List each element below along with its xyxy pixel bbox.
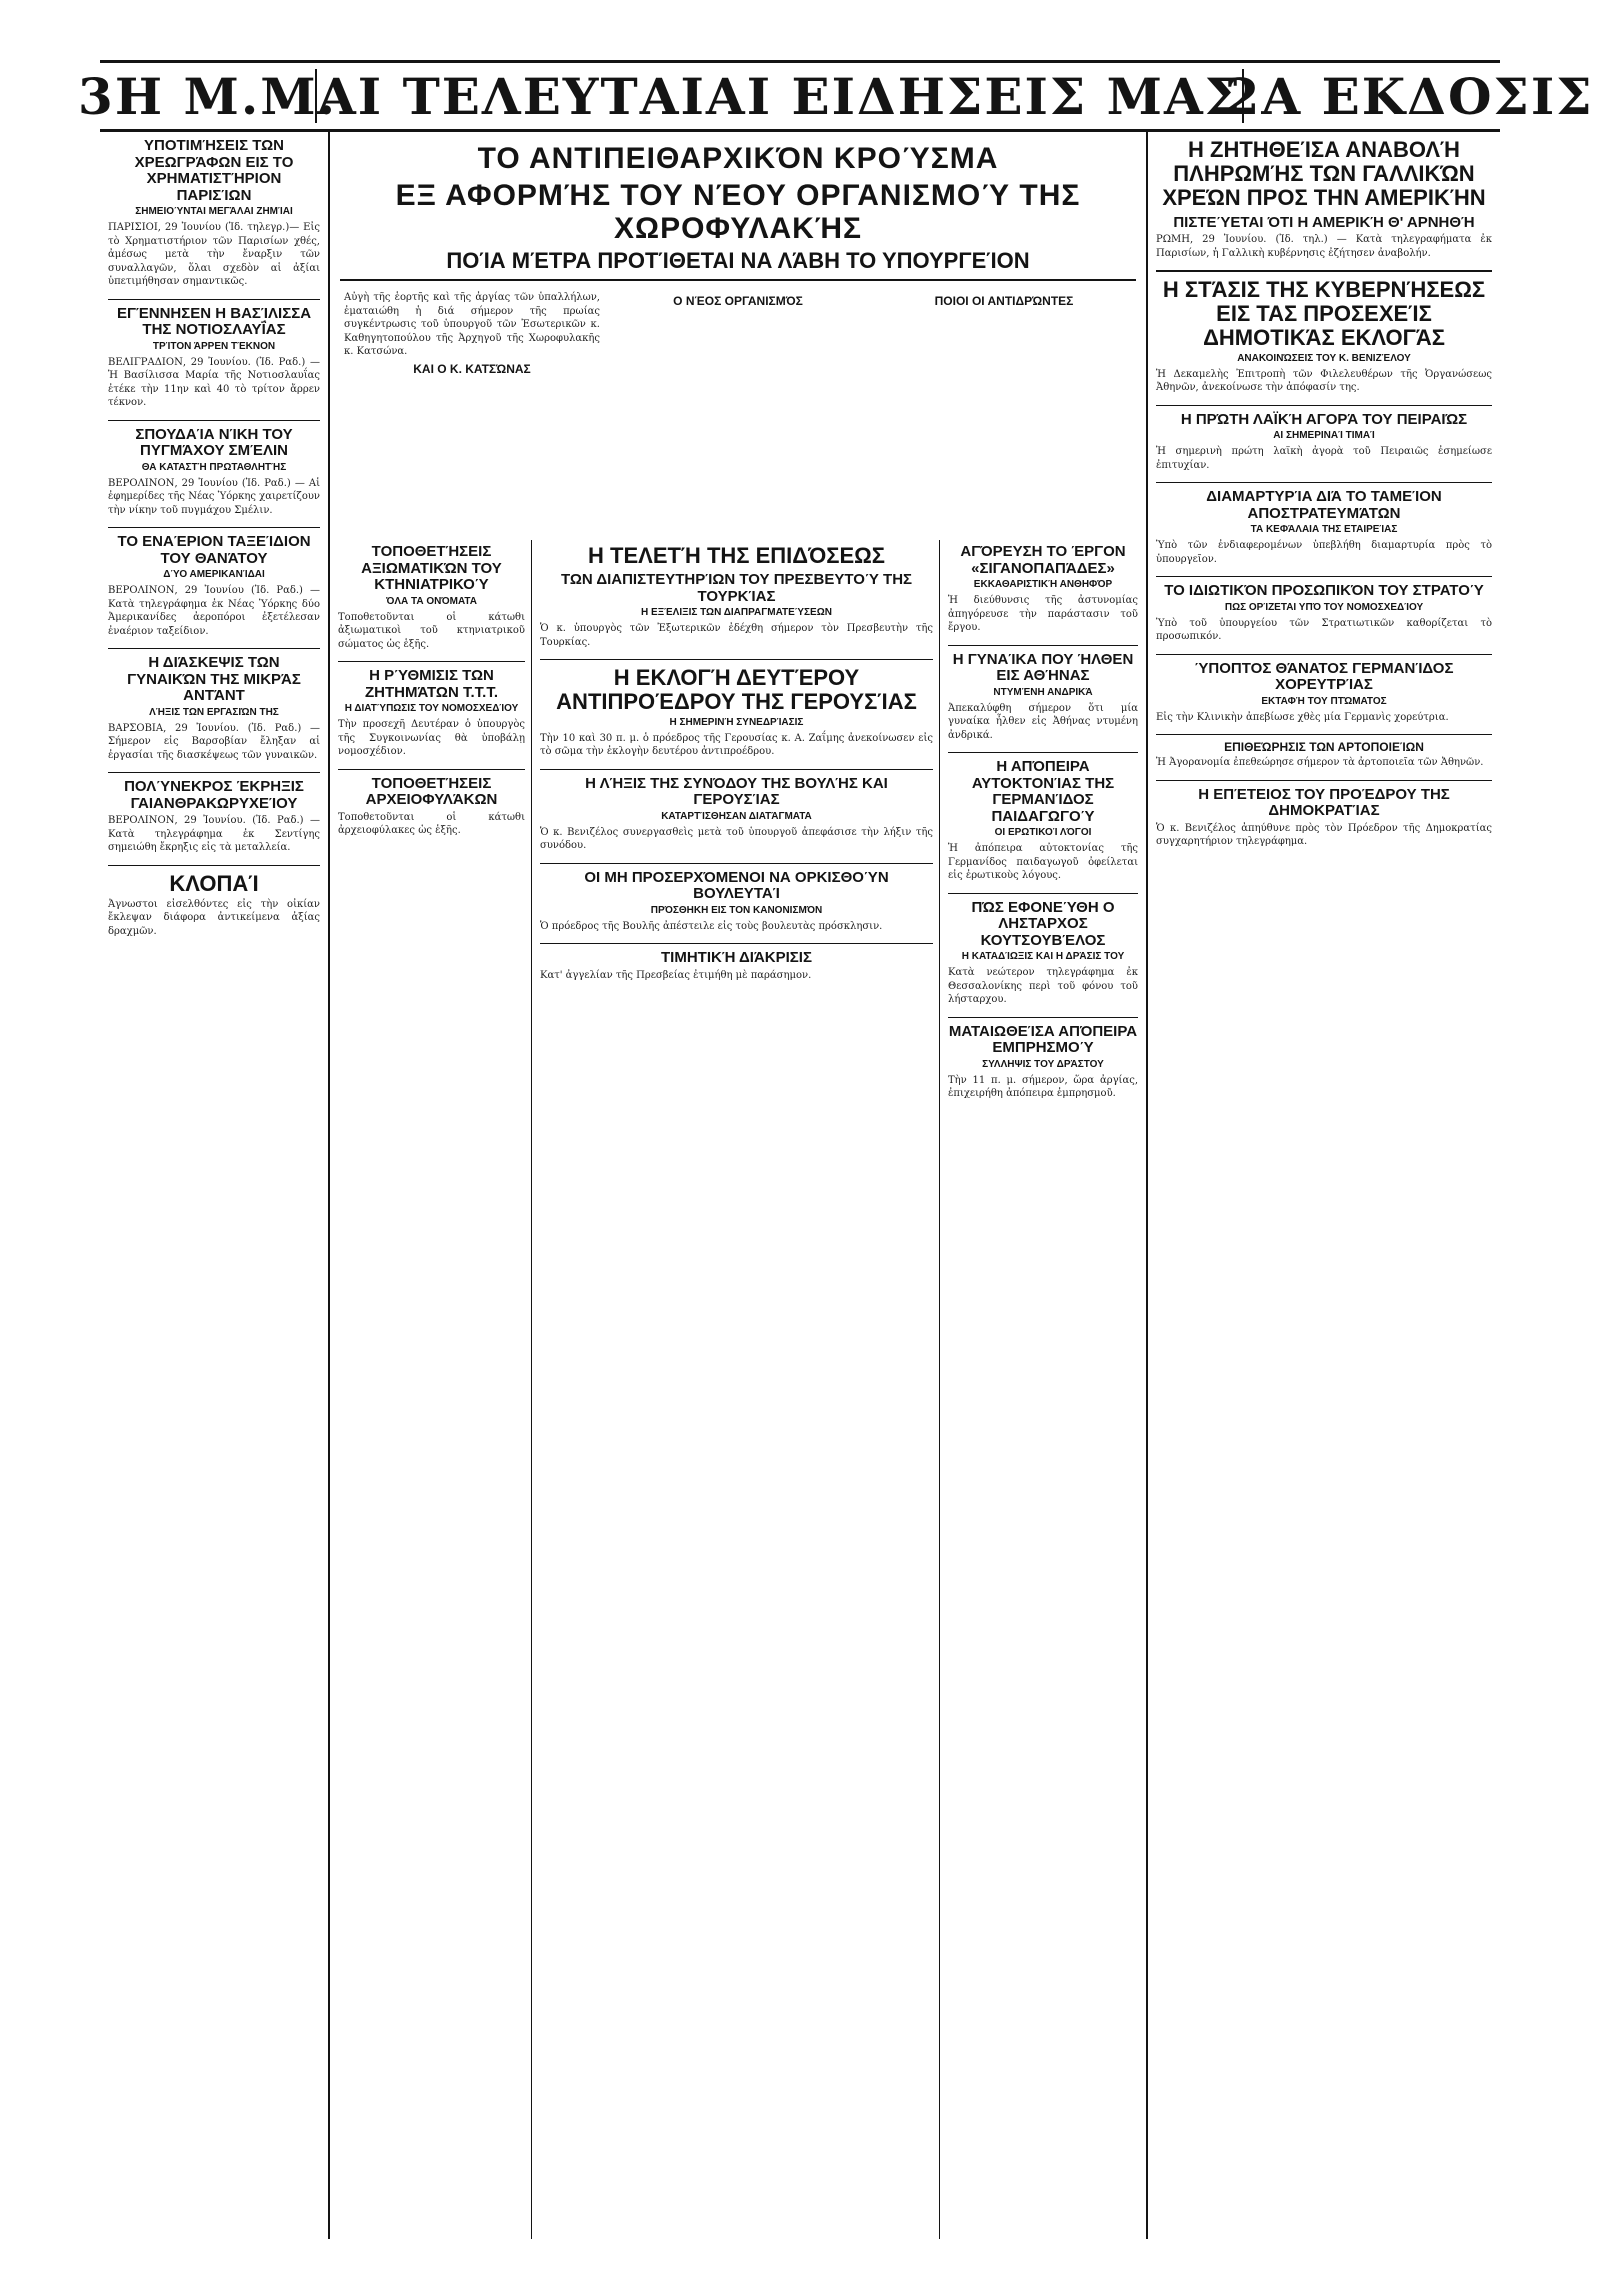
story-royal-birth [108, 306, 320, 410]
headline: Η ΕΚΛΟΓΉ ΔΕΥΤΈΡΟΥ ΑΝΤΙΠΡΟΈΔΡΟΥ ΤΗΣ ΓΕΡΟΥΣΊΑΣ [556, 665, 917, 715]
divider [948, 893, 1138, 894]
divider [540, 659, 933, 660]
headline: ΥΠΟΤΙΜΉΣΕΙΣ ΤΩΝ ΧΡΕΩΓΡΆΦΩΝ ΕΙΣ ΤΟ ΧΡΗΜΑΤΙΣΤΉΡΙΟΝ ΠΑΡΙΣΊΩΝ [134, 137, 294, 204]
headline: Η ΛΉΞΙΣ ΤΗΣ ΣΥΝΌΔΟΥ ΤΗΣ ΒΟΥΛΉΣ ΚΑΙ ΓΕΡΟΥΣΊΑΣ [585, 774, 888, 809]
headline: Η ΡΎΘΜΙΣΙΣ ΤΩΝ ΖΗΤΗΜΆΤΩΝ Τ.Τ.Τ. [364, 667, 499, 701]
story-oath [540, 870, 933, 934]
story-session-end [540, 776, 933, 853]
article-lead: Ἡ ἀπόπειρα αὐτοκτονίας τῆς Γερμανίδος παιδαγωγοῦ ὀφείλεται εἰς ἐρωτικοὺς λόγους. [948, 843, 1138, 881]
story-paris-bourse [108, 138, 320, 289]
headline: ΤΟ ΙΔΙΩΤΙΚΌΝ ΠΡΟΣΩΠΙΚΌΝ ΤΟΥ ΣΤΡΑΤΟΎ [1164, 582, 1484, 600]
story-municipal-elections [1156, 278, 1492, 395]
story-credentials [540, 544, 933, 649]
headline: ΑΓΌΡΕΥΣΗ ΤΟ ΈΡΓΟΝ «ΣΙΓΑΝΟΠΑΠΆΔΕΣ» [960, 543, 1126, 577]
headline: ΠΟΛΎΝΕΚΡΟΣ ΈΚΡΗΞΙΣ ΓΑΙΑΝΘΡΑΚΩΡΥΧΕΊΟΥ [124, 778, 304, 812]
story-president-anniversary [1156, 787, 1492, 849]
divider [540, 943, 933, 944]
article-lead: Ὁ κ. Βενιζέλος ἀπηύθυνε πρὸς τὸν Πρόεδρον τῆς Δημοκρατίας συγχαρητήριον τηλεγράφημα. [1156, 822, 1492, 848]
divider [1156, 270, 1492, 272]
kicker: ΘΑ ΚΑΤΑΣΤΉ ΠΡΩΤΑΘΛΗΤΉΣ [141, 461, 287, 473]
story-suicide-attempt [948, 759, 1138, 883]
article-lead: Ἡ σημερινὴ πρώτη λαϊκὴ ἀγορὰ τοῦ Πειραιῶς ἐσημείωσε ἐπιτυχίαν. [1156, 446, 1492, 471]
divider [948, 645, 1138, 646]
divider [1156, 482, 1492, 483]
kicker: ΤΑ ΚΕΦΆΛΑΙΑ ΤΗΣ ΕΤΑΙΡΕΊΑΣ [1250, 524, 1398, 536]
kicker: ΚΑΤΑΡΤΊΣΘΗΣΑΝ ΔΙΑΤΆΓΜΑΤΑ [661, 810, 812, 822]
subcolumn-right [942, 540, 1144, 2239]
article-lead: Τὴν 10 καὶ 30 π. μ. ὁ πρόεδρος τῆς Γερουσίας κ. Α. Ζαΐμης ἀνεκοίνωσεν εἰς τὸ σῶμα τὴν ἐκλογὴν δευτέρου ἀντιπροέδρου. [540, 732, 933, 758]
headline: ΚΛΟΠΑΊ [169, 870, 259, 896]
story-vet-postings [338, 544, 525, 651]
kicker: ΌΛΑ ΤΑ ΟΝΌΜΑΤΑ [386, 595, 477, 607]
article-lead: Αὐγὴ τῆς ἑορτῆς καὶ τῆς ἀργίας τῶν ὑπαλλήλων, ἐματαιώθη ἡ διά σήμερον τῆς πρωίας συγκέντρωσις τοῦ ὑπουργοῦ τῶν Ἐσωτερικῶν κ. Καθηγητοπούλου τῆς Ἀρχηγοῦ τῆς Χωροφυλακῆς κ. Κατσώνα. [344, 292, 600, 358]
subheadline: ΠΟΊΑ ΜΈΤΡΑ ΠΡΟΤΊΘΕΤΑΙ ΝΑ ΛΆΒΗ ΤΟ ΥΠΟΥΡΓΕΊΟΝ [446, 248, 1030, 273]
divider [948, 752, 1138, 753]
headline: Η ΕΠΈΤΕΙΟΣ ΤΟΥ ΠΡΟΈΔΡΟΥ ΤΗΣ ΔΗΜΟΚΡΑΤΊΑΣ [1198, 785, 1450, 820]
article-lead: Ἀπεκαλύφθη σήμερον ὅτι μία γυναίκα ἦλθεν εἰς Ἀθήνας ντυμένη ἀνδρικά. [948, 702, 1138, 741]
kicker: ΕΚΚΑΘΑΡΙΣΤΙΚΉ ΑΝΘΗΦΌΡ [973, 579, 1113, 590]
divider [108, 299, 320, 300]
article-lead: Ὁ πρόεδρος τῆς Βουλῆς ἀπέστειλε εἰς τοὺς βουλευτὰς πρόσκλησιν. [540, 920, 883, 932]
headline: ΤΙΜΗΤΙΚΉ ΔΙΆΚΡΙΣΙΣ [661, 949, 812, 967]
article-lead: Τὴν 11 π. μ. σήμερον, ὥρα ἀργίας, ἐπιχειρήθη ἀπόπειρα ἐμπρησμοῦ. [948, 1074, 1138, 1099]
headline: ΕΠΙΘΕΏΡΗΣΙΣ ΤΩΝ ΑΡΤΟΠΟΙΕΊΩΝ [1224, 740, 1424, 755]
article-lead: Τοποθετοῦνται οἱ κάτωθι ἀξιωματικοὶ τοῦ κτηνιατρικοῦ σώματος ὡς ἑξῆς. [338, 611, 525, 650]
subhead: Ο ΝΈΟΣ ΟΡΓΑΝΙΣΜΌΣ [673, 294, 803, 309]
edition-number: 2Α ΕΚΔΟΣΙΣ [1224, 66, 1594, 126]
kicker: ΣΗΜΕΙΟΎΝΤΑΙ ΜΕΓΆΛΑΙ ΖΗΜΊΑΙ [135, 206, 293, 217]
signature: ΚΑΙ Ο Κ. ΚΑΤΣΏΝΑΣ [413, 361, 531, 376]
kicker: ΑΝΑΚΟΙΝΏΣΕΙΣ ΤΟΥ Κ. ΒΕΝΙΖΈΛΟΥ [1237, 352, 1411, 364]
article-lead: Ἀγνωστοι εἰσελθόντες εἰς τὴν οἰκίαν ἔκλεψαν διάφορα ἀντικείμενα ἀξίας δραχμῶν. [108, 898, 320, 937]
divider [1156, 780, 1492, 781]
kicker: ΤΡΊΤΟΝ ΆΡΡΕΝ ΤΈΚΝΟΝ [152, 340, 276, 352]
subheadline: ΠΙΣΤΕΎΕΤΑΙ ΌΤΙ Η ΑΜΕΡΙΚΉ Θ' ΑΡΝΗΘΉ [1173, 213, 1475, 231]
story-thefts [108, 872, 320, 939]
article-lead: ΒΑΡΣΟΒΙΑ, 29 Ἰουνίου. (Ἰδ. Ραδ.) — Σήμερον εἰς Βαρσοβίαν ἔληξαν αἱ ἐργασίαι τῆς διασκέψεως τῶν γυναικῶν. [108, 722, 320, 761]
kicker: Η ΚΑΤΑΔΊΩΞΙΣ ΚΑΙ Η ΔΡΆΣΙΣ ΤΟΥ [961, 951, 1125, 962]
article-lead: ΒΕΛΙΓΡΑΔΙΟΝ, 29 Ἰουνίου. (Ἰδ. Ραδ.) — Ἡ Βασίλισσα Μαρία τῆς Νοτιοσλαυΐας ἐτέκε τὴν 11ην καὶ 40 τὸ τρίτον ἄρρεν τέκνον. [108, 356, 320, 408]
headline: ΜΑΤΑΙΩΘΕΊΣΑ ΑΠΌΠΕΙΡΑ ΕΜΠΡΗΣΜΟΎ [948, 1022, 1138, 1056]
story-honor [540, 950, 933, 982]
edition-time: 3Η Μ.Μ. [78, 66, 337, 126]
divider [1156, 405, 1492, 406]
story-dancer-death [1156, 661, 1492, 725]
article-lead: ΒΕΡΟΛΙΝΟΝ, 29 Ἰουνίου (Ἰδ. Ραδ.) — Αἱ ἐφημερίδες τῆς Νέας Ὑόρκης χαιρετίζουν τὴν νίκην τοῦ πυγμάχου Σμέλιν. [108, 477, 320, 516]
headline: ΤΟΠΟΘΕΤΉΣΕΙΣ ΑΞΙΩΜΑΤΙΚΏΝ ΤΟΥ ΚΤΗΝΙΑΤΡΙΚΟΎ [361, 543, 502, 593]
column-right [1146, 130, 1500, 2239]
article-lead: Ὑπὸ τοῦ ὑπουργείου τῶν Στρατιωτικῶν καθορίζεται τὸ προσωπικόν. [1156, 617, 1492, 643]
story-french-debt [1156, 138, 1492, 260]
headline: Η ΣΤΆΣΙΣ ΤΗΣ ΚΥΒΕΡΝΉΣΕΩΣ ΕΙΣ ΤΑΣ ΠΡΟΣΕΧΕΊΣ ΔΗΜΟΤΙΚΆΣ ΕΚΛΟΓΆΣ [1162, 277, 1486, 351]
story-piraeus-market [1156, 412, 1492, 473]
lead-story-body [340, 287, 1136, 382]
headline: ΕΓΈΝΝΗΣΕΝ Η ΒΑΣΊΛΙΣΣΑ ΤΗΣ ΝΟΤΙΟΣΛΑΥΪ́ΑΣ [116, 304, 312, 338]
lead-story-headline [340, 134, 1136, 273]
article-lead: Εἰς τὴν Κλινικὴν ἀπεβίωσε χθὲς μία Γερμανὶς χορεύτρια. [1156, 711, 1449, 723]
story-arson [948, 1024, 1138, 1101]
divider [1156, 576, 1492, 577]
divider [948, 1017, 1138, 1018]
headline: ΕΞ ΑΦΟΡΜΉΣ ΤΟΥ ΝΈΟΥ ΟΡΓΑΝΙΣΜΟΎ ΤΗΣ ΧΩΡΟΦΥΛΑΚΉΣ [395, 179, 1081, 245]
divider [108, 527, 320, 528]
article-lead: Κατ' ἀγγελίαν τῆς Πρεσβείας ἐτιμήθη μὲ παράσημον. [540, 969, 812, 981]
article-lead: Ὑπὸ τῶν ἐνδιαφερομένων ὑπεβλήθη διαμαρτυρία πρὸς τὸ ὑπουργεῖον. [1156, 540, 1492, 565]
center-subcolumns [332, 540, 1144, 2239]
headline: ΤΟΠΟΘΕΤΉΣΕΙΣ ΑΡΧΕΙΟΦΥΛΆΚΩΝ [365, 774, 498, 808]
headline: ΟΙ ΜΗ ΠΡΟΣΕΡΧΌΜΕΝΟΙ ΝΑ ΟΡΚΙΣΘΟΎΝ ΒΟΥΛΕΥΤΑΊ [584, 868, 889, 903]
headline: Η ΔΙΆΣΚΕΨΙΣ ΤΩΝ ΓΥΝΑΙΚΏΝ ΤΗΣ ΜΙΚΡΆΣ ΑΝΤΆΝΤ [127, 654, 301, 704]
story-death-flight [108, 534, 320, 638]
newspaper-title: ΑΙ ΤΕΛΕΥΤΑΙΑΙ ΕΙΔΗΣΕΙΣ ΜΑΣ [317, 66, 1243, 126]
kicker: ΝΤΥΜΈΝΗ ΑΝΔΡΙΚΆ [993, 686, 1093, 698]
article-lead: ΠΑΡΙΣΙΟΙ, 29 Ἰουνίου (Ἰδ. τηλεγρ.)— Εἰς τὸ Χρηματιστήριον τῶν Παρισίων χθές, ἀμέσως μετὰ τὴν ἔναρξιν τῶν συναλλαγῶν, ὅλαι σχεδὸν αἱ ἀξίαι ὑπετιμήθησαν σημαντικῶς. [108, 222, 320, 287]
kicker: ΠΩΣ ΟΡΊΖΕΤΑΙ ΥΠΌ ΤΟΥ ΝΟΜΟΣΧΕΔΊΟΥ [1224, 601, 1424, 613]
subheadline: ΤΩΝ ΔΙΑΠΙΣΤΕΥΤΗΡΊΩΝ ΤΟΥ ΠΡΕΣΒΕΥΤΟΎ ΤΗΣ ΤΟΥΡΚΊΑΣ [560, 571, 913, 605]
story-veterans-fund [1156, 489, 1492, 566]
story-theatre-ban [948, 544, 1138, 635]
headline: ΤΟ ΕΝΑΈΡΙΟΝ ΤΑΞΕΊΔΙΟΝ ΤΟΥ ΘΑΝΆΤΟΥ [117, 533, 311, 567]
headline: Η ΤΕΛΕΤΉ ΤΗΣ ΕΠΙΔΌΣΕΩΣ [588, 543, 885, 568]
article-lead: Ὁ κ. Βενιζέλος συνεργασθεὶς μετὰ τοῦ ὑπουργοῦ ἀπεφάσισε τὴν λήξιν τῆς συνόδου. [540, 826, 933, 852]
subcolumn-left [332, 540, 532, 2239]
article-lead: ΒΕΡΟΛΙΝΟΝ, 29 Ἰουνίου. (Ἰδ. Ραδ.) — Κατὰ τηλεγράφημα ἐκ Σεντίγης σημειώθη ἔκρηξις εἰς τὰ μεταλλεία. [108, 815, 320, 853]
divider [108, 648, 320, 649]
kicker: ΣΥΛΛΗΨΙΣ ΤΟΥ ΔΡΆΣΤΟΥ [982, 1058, 1104, 1070]
headline: Η ΓΥΝΑΊΚΑ ΠΟΥ ΉΛΘΕΝ ΕΙΣ ΑΘΉΝΑΣ [952, 650, 1134, 684]
column-left [100, 130, 330, 2239]
kicker: ΑΙ ΣΗΜΕΡΙΝΑΊ ΤΙΜΑΊ [1273, 430, 1375, 442]
divider [108, 865, 320, 866]
article-lead: Ἡ Ἀγορανομία ἐπεθεώρησε σήμερον τὰ ἀρτοποιεῖα τῶν Ἀθηνῶν. [1156, 757, 1484, 769]
article-lead: Ἡ Δεκαμελὴς Ἐπιτροπὴ τῶν Φιλελευθέρων τῆς Ὀργανώσεως Ἀθηνῶν, ἀνεκοίνωσε τὴν ἀπόφασίν της. [1156, 368, 1492, 394]
kicker: ΔΎΟ ΑΜΕΡΙΚΑΝΊΔΑΙ [163, 569, 265, 580]
story-archivists [338, 776, 525, 838]
headline: ΤΟ ΑΝΤΙΠΕΙΘΑΡΧΙΚΌΝ ΚΡΟΎΣΜΑ [477, 142, 999, 175]
story-ttt [338, 668, 525, 759]
divider [540, 863, 933, 864]
divider [108, 420, 320, 421]
divider [108, 772, 320, 773]
story-bandit [948, 900, 1138, 1007]
article-lead: ΒΕΡΟΛΙΝΟΝ, 29 Ἰουνίου (Ἰδ. Ραδ.) — Κατὰ τηλεγράφημα ἐκ Νέας Ὑόρκης δύο Ἀμερικανίδες ἀεροπόροι ἐξετέλεσαν ἐναέριον ταξείδιον. [108, 585, 320, 637]
headline: ΎΠΟΠΤΟΣ ΘΆΝΑΤΟΣ ΓΕΡΜΑΝΊΔΟΣ ΧΟΡΕΥΤΡΊΑΣ [1194, 659, 1454, 694]
divider [1156, 734, 1492, 735]
headline: ΔΙΑΜΑΡΤΥΡΊΑ ΔΙΆ ΤΟ ΤΑΜΕΊΟΝ ΑΠΟΣΤΡΑΤΕΥΜΆΤΩΝ [1206, 488, 1442, 522]
headline: ΣΠΟΥΔΑΊΑ ΝΊΚΗ ΤΟΥ ΠΥΓΜΆΧΟΥ ΣΜΈΛΙΝ [135, 425, 293, 459]
headline: Η ΖΗΤΗΘΕΊΣΑ ΑΝΑΒΟΛΉ ΠΛΗΡΩΜΉΣ ΤΩΝ ΓΑΛΛΙΚΏΝ ΧΡΕΏΝ ΠΡΟΣ ΤΗΝ ΑΜΕΡΙΚΉΝ [1162, 137, 1486, 211]
headline: ΠΏΣ ΕΦΟΝΕΎΘΗ Ο ΛΗΣΤΑΡΧΟΣ ΚΟΥΤΣΟΥΒΈΛΟΣ [971, 898, 1115, 949]
divider [1156, 654, 1492, 655]
article-lead: ΡΩΜΗ, 29 Ἰουνίου. (Ἰδ. τηλ.) — Κατὰ τηλεγραφήματα ἐκ Παρισίων, ἡ Γαλλικὴ κυβέρνησις ἐζήτησεν ἀναβολήν. [1156, 234, 1492, 259]
article-lead: Ἡ διεύθυνσις τῆς ἀστυνομίας ἀπηγόρευσε τὴν παράστασιν τοῦ ἔργου. [948, 595, 1138, 633]
headline: Η ΠΡΏΤΗ ΛΑΪΚΉ ΑΓΟΡΆ ΤΟΥ ΠΕΙΡΑΙΏΣ [1180, 410, 1468, 428]
divider [338, 661, 525, 662]
masthead [78, 60, 1594, 132]
divider [340, 279, 1136, 281]
story-disguised-woman [948, 652, 1138, 743]
column-center [332, 130, 1144, 2239]
divider [540, 769, 933, 770]
kicker: ΟΙ ΕΡΩΤΙΚΟΊ ΛΌΓΟΙ [994, 827, 1092, 838]
story-army-staff [1156, 583, 1492, 644]
headline: Η ΑΠΌΠΕΙΡΑ ΑΥΤΟΚΤΟΝΊΑΣ ΤΗΣ ΓΕΡΜΑΝΊΔΟΣ ΠΑΙΔΑΓΩΓΟΎ [971, 758, 1115, 825]
divider [338, 769, 525, 770]
article-lead: Κατὰ νεώτερον τηλεγράφημα ἐκ Θεσσαλονίκης περὶ τοῦ φόνου τοῦ λήσταρχου. [948, 967, 1138, 1005]
kicker: Η ΣΗΜΕΡΙΝΉ ΣΥΝΕΔΡΊΑΣΙΣ [669, 716, 804, 728]
article-lead: Ὁ κ. ὑπουργὸς τῶν Ἐξωτερικῶν ἐδέχθη σήμερον τὸν Πρεσβευτὴν τῆς Τουρκίας. [540, 623, 933, 648]
article-lead: Τοποθετοῦνται οἱ κάτωθι ἀρχειοφύλακες ὡς ἑξῆς. [338, 811, 525, 836]
story-women-conference [108, 655, 320, 762]
kicker: ΕΚΤΑΦΉ ΤΟΥ ΠΤΏΜΑΤΟΣ [1261, 695, 1387, 707]
kicker: Η ΕΞΈΛΙΞΙΣ ΤΩΝ ΔΙΑΠΡΑΓΜΑΤΕΎΣΕΩΝ [641, 607, 832, 619]
story-schmeling [108, 427, 320, 518]
story-senate-vice-president [540, 666, 933, 758]
subcolumn-middle [534, 540, 940, 2239]
kicker: ΛΉΞΙΣ ΤΩΝ ΕΡΓΑΣΙΏΝ ΤΗΣ [149, 706, 279, 718]
kicker: ΠΡΌΣΘΗΚΗ ΕΙΣ ΤΟΝ ΚΑΝΟΝΙΣΜΌΝ [650, 904, 823, 916]
kicker: Η ΔΙΑΤΎΠΩΣΙΣ ΤΟΥ ΝΟΜΟΣΧΕΔΊΟΥ [344, 703, 519, 714]
subhead: ΠΟΙΟΙ ΟΙ ΑΝΤΙΔΡΏΝΤΕΣ [934, 294, 1074, 309]
story-bakery-inspection [1156, 741, 1492, 770]
story-mine-explosion [108, 779, 320, 855]
article-lead: Τὴν προσεχῆ Δευτέραν ὁ ὑπουργὸς τῆς Συγκοινωνίας θὰ ὑποβάλῃ νομοσχέδιον. [338, 719, 525, 757]
